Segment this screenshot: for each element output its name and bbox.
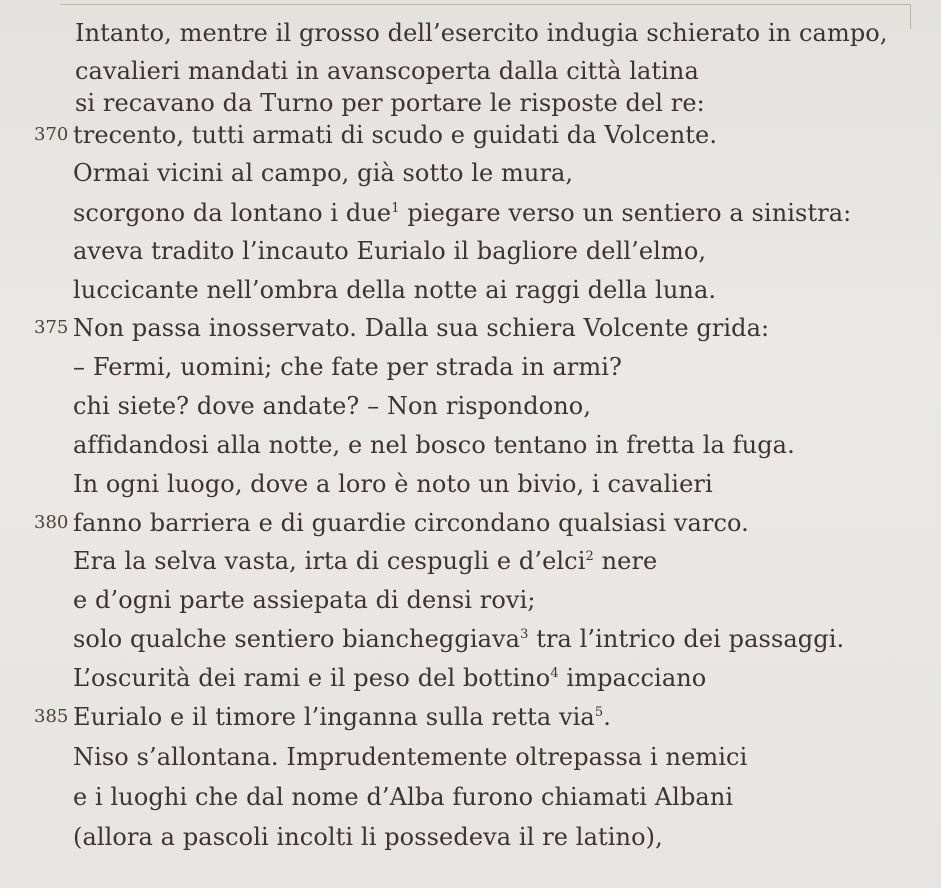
line-text: . bbox=[603, 703, 611, 731]
poem-line: e d’ogni parte assiepata di densi rovi; bbox=[73, 586, 536, 614]
line-text: nere bbox=[593, 547, 658, 575]
line-text: solo qualche sentiero biancheggiava bbox=[73, 625, 521, 653]
poem-line: Intanto, mentre il grosso dell’esercito indugia schierato in campo, bbox=[75, 19, 888, 47]
poem-line: aveva tradito l’incauto Eurialo il bagliore dell’elmo, bbox=[73, 237, 707, 265]
verse-number: 385 bbox=[34, 706, 69, 727]
poem-line: fanno barriera e di guardie circondano qualsiasi varco. bbox=[73, 509, 749, 537]
poem-line: (allora a pascoli incolti li possedeva il re latino), bbox=[73, 823, 663, 851]
verse-number: 380 bbox=[34, 512, 69, 533]
poem-line: luccicante nell’ombra della notte ai raggi della luna. bbox=[73, 276, 717, 304]
footnote-marker: 2 bbox=[585, 549, 594, 564]
poem-line-with-note bbox=[73, 546, 657, 576]
poem-line-with-note bbox=[73, 702, 611, 732]
poem-line: Non passa inosservato. Dalla sua schiera Volcente grida: bbox=[73, 314, 770, 342]
footnote-marker: 5 bbox=[594, 705, 604, 720]
poem-line: chi siete? dove andate? – Non rispondono, bbox=[73, 392, 592, 420]
line-text: L’oscurità dei rami e il peso del bottino bbox=[73, 664, 551, 692]
poem-line: – Fermi, uomini; che fate per strada in armi? bbox=[73, 353, 622, 381]
poem-line-with-note bbox=[73, 624, 844, 654]
verse-number: 375 bbox=[34, 317, 69, 338]
poem-line: Niso s’allontana. Imprudentemente oltrepassa i nemici bbox=[73, 743, 748, 771]
poem-line-with-note bbox=[73, 198, 851, 228]
poem-line: Ormai vicini al campo, già sotto le mura, bbox=[73, 159, 574, 187]
footnote-marker: 4 bbox=[550, 666, 559, 681]
line-text: impacciano bbox=[558, 664, 707, 692]
line-text: piegare verso un sentiero a sinistra: bbox=[399, 199, 852, 227]
line-text: tra l’intrico dei passaggi. bbox=[528, 625, 845, 653]
line-text: Era la selva vasta, irta di cespugli e d’elci bbox=[73, 547, 586, 575]
line-text: scorgono da lontano i due bbox=[73, 199, 392, 227]
poem-line: si recavano da Turno per portare le risposte del re: bbox=[75, 89, 705, 117]
poem-line: cavalieri mandati in avanscoperta dalla città latina bbox=[75, 57, 699, 85]
line-text: Eurialo e il timore l’inganna sulla retta via bbox=[73, 703, 595, 731]
poem-line: In ogni luogo, dove a loro è noto un bivio, i cavalieri bbox=[73, 470, 713, 498]
poem-line: affidandosi alla notte, e nel bosco tentano in fretta la fuga. bbox=[73, 431, 795, 459]
verse-number: 370 bbox=[34, 124, 69, 145]
footnote-marker: 3 bbox=[520, 627, 529, 642]
poem-line: trecento, tutti armati di scudo e guidati da Volcente. bbox=[73, 121, 718, 149]
footnote-marker: 1 bbox=[391, 201, 400, 216]
poem-line: e i luoghi che dal nome d’Alba furono chiamati Albani bbox=[73, 783, 734, 811]
poem-line-with-note bbox=[73, 663, 706, 693]
